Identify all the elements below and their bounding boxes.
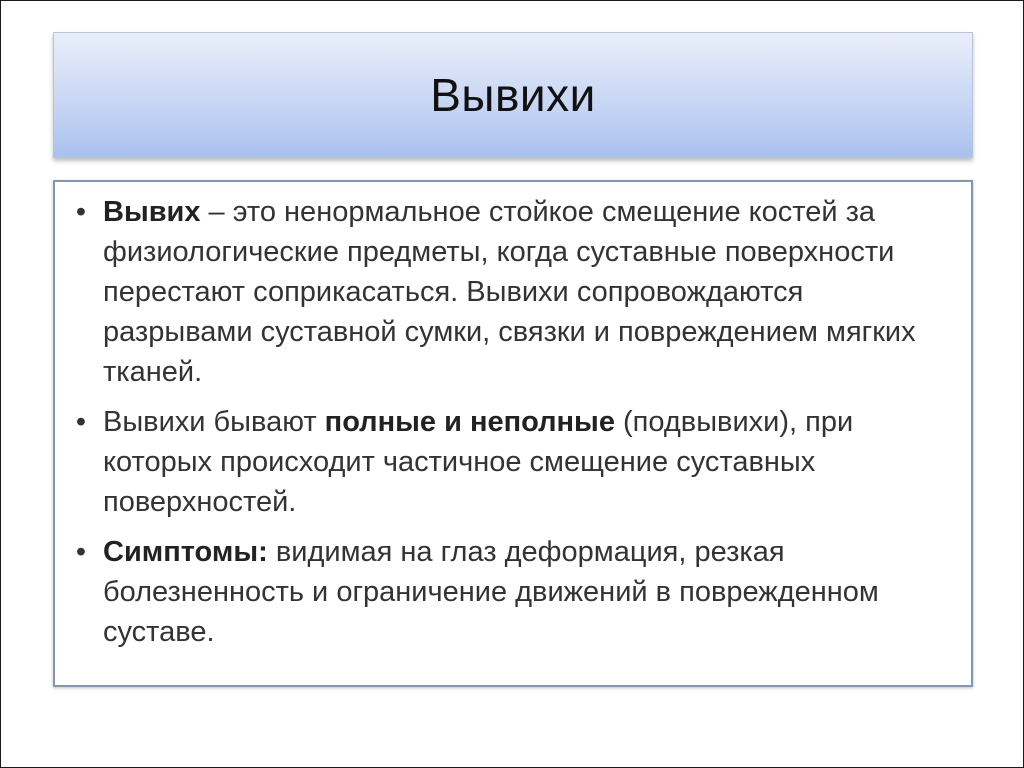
bullet-item-types	[71, 402, 951, 522]
definition-text: – это ненормальное стойкое смещение костей за физиологические предметы, когда суставные поверхности перестают соприкасаться. Вывихи сопровождаются разрывами суставной сумки, связки и повреждением мягких тканей.	[103, 196, 916, 388]
types-post-text: (подвывихи), при которых происходит частичное смещение суставных поверхностей.	[103, 406, 854, 518]
types-pre-text: Вывихи бывают	[103, 406, 325, 438]
bullet-item-symptoms	[71, 532, 951, 652]
bullet-item-definition	[71, 192, 951, 392]
title-box	[53, 32, 973, 158]
term-full-partial: полные и неполные	[324, 406, 615, 438]
term-symptoms: Симптомы:	[103, 536, 268, 568]
term-dislocation: Вывих	[103, 196, 201, 228]
slide-title: Вывихи	[430, 69, 596, 121]
bullet-dot-icon: •	[75, 406, 87, 438]
bullet-dot-icon: •	[75, 196, 87, 228]
content-box	[53, 180, 973, 687]
symptoms-text: видимая на глаз деформация, резкая болезненность и ограничение движений в поврежденном суставе.	[103, 536, 879, 648]
bullet-list	[71, 192, 951, 652]
bullet-dot-icon: •	[75, 536, 87, 568]
